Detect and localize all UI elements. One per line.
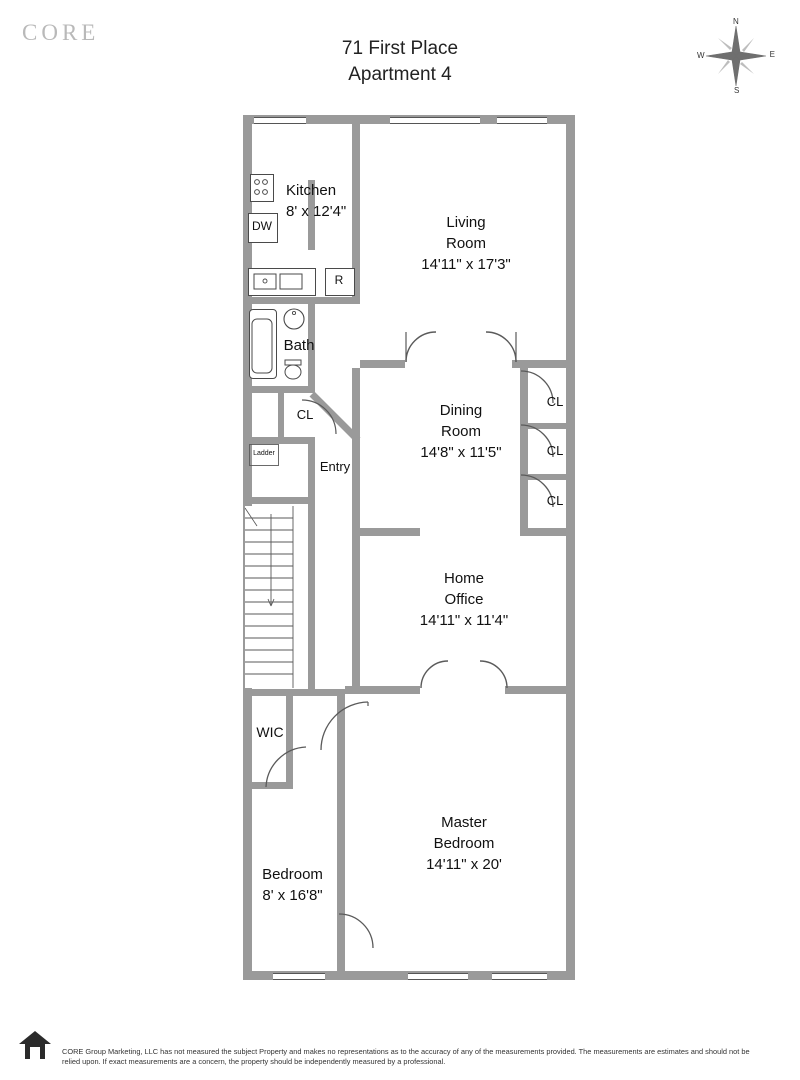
dining-room-name-2: Room xyxy=(440,423,481,440)
window-top-1 xyxy=(254,117,306,124)
toilet-icon xyxy=(281,358,307,384)
kitchen-name: Kitchen xyxy=(286,182,337,199)
wall-living-dining-right xyxy=(512,360,575,368)
closet-label-entry: CL xyxy=(296,407,314,422)
window-bottom-3 xyxy=(492,973,547,980)
master-bedroom-dims: 14'11" x 20' xyxy=(426,856,502,873)
wall-stair-bottom xyxy=(243,689,345,696)
compass-south-label: S xyxy=(734,86,740,95)
master-bedroom-name-1: Master xyxy=(441,814,487,831)
wall-living-dining xyxy=(360,360,405,368)
compass-north-label: N xyxy=(733,17,739,26)
living-room-name-1: Living xyxy=(446,214,486,231)
wall-entry-bottom xyxy=(243,497,315,504)
kitchen-sink-icon xyxy=(248,268,314,294)
wic-name: WIC xyxy=(256,724,284,740)
wall-closet-entry-right xyxy=(278,393,284,437)
dining-room-name-1: Dining xyxy=(439,402,483,419)
wall-kitchen-bottom xyxy=(243,297,353,304)
closet-label-2: CL xyxy=(546,443,564,458)
window-bottom-2 xyxy=(408,973,468,980)
window-top-2 xyxy=(390,117,480,124)
wall-interior-vertical-office xyxy=(352,528,360,693)
window-bottom-1 xyxy=(273,973,325,980)
ladder-label: Ladder xyxy=(253,450,275,457)
room-label-wic xyxy=(246,722,294,743)
master-bedroom-name-2: Bedroom xyxy=(433,835,495,852)
living-room-name-2: Room xyxy=(445,235,486,252)
room-label-bedroom xyxy=(245,864,340,906)
wall-dining-office-right xyxy=(520,528,575,536)
door-office-master xyxy=(419,660,509,690)
property-unit: Apartment 4 xyxy=(348,64,452,85)
window-top-3 xyxy=(497,117,547,124)
room-label-living-room xyxy=(370,212,562,275)
home-office-dims: 14'11" x 11'4" xyxy=(419,612,509,629)
wall-office-master-right xyxy=(505,686,575,694)
room-label-master-bedroom xyxy=(368,812,560,875)
room-label-home-office xyxy=(368,568,560,631)
compass-east-label: E xyxy=(769,50,775,59)
core-logo: CORE xyxy=(22,20,100,45)
wall-exterior-right xyxy=(566,115,575,980)
door-bedroom xyxy=(337,912,375,950)
bedroom-dims: 8' x 16'8" xyxy=(262,887,323,904)
compass-west-label: W xyxy=(697,51,705,60)
wall-office-master xyxy=(345,686,420,694)
dining-room-dims: 14'8" x 11'5" xyxy=(420,444,502,461)
door-wic xyxy=(262,745,310,793)
closet-label-1: CL xyxy=(546,394,564,409)
bedroom-name: Bedroom xyxy=(262,866,323,883)
room-label-dining-room xyxy=(365,400,557,463)
staircase-icon xyxy=(245,506,308,688)
home-office-name-2: Office xyxy=(444,591,484,608)
footer xyxy=(0,1008,800,1080)
entry-label: Entry xyxy=(319,459,351,474)
closet-label-3: CL xyxy=(546,493,564,508)
property-address: 71 First Place xyxy=(341,38,459,59)
refrigerator-label: R xyxy=(334,273,344,287)
house-icon xyxy=(18,1028,52,1062)
kitchen-dims: 8' x 12'4" xyxy=(286,203,347,220)
door-wic-hall xyxy=(313,700,373,760)
disclaimer-text: CORE Group Marketing, LLC has not measured the subject Property and makes no representations as to the accuracy of any of the measurements provided. The measurements are estimates and should not be relied upon. If exact measurements are a concern, the property should be independently measured by a professional. xyxy=(62,1047,750,1066)
door-living-dining xyxy=(404,330,519,364)
dishwasher-label: DW xyxy=(252,219,272,233)
home-office-name-1: Home xyxy=(443,570,484,587)
wall-stair-right xyxy=(308,504,315,689)
bath-name: Bath xyxy=(283,337,315,354)
bath-sink-icon xyxy=(281,306,307,332)
wall-dining-office xyxy=(360,528,420,536)
living-room-dims: 14'11" x 17'3" xyxy=(421,256,511,273)
room-label-bath xyxy=(270,335,328,356)
